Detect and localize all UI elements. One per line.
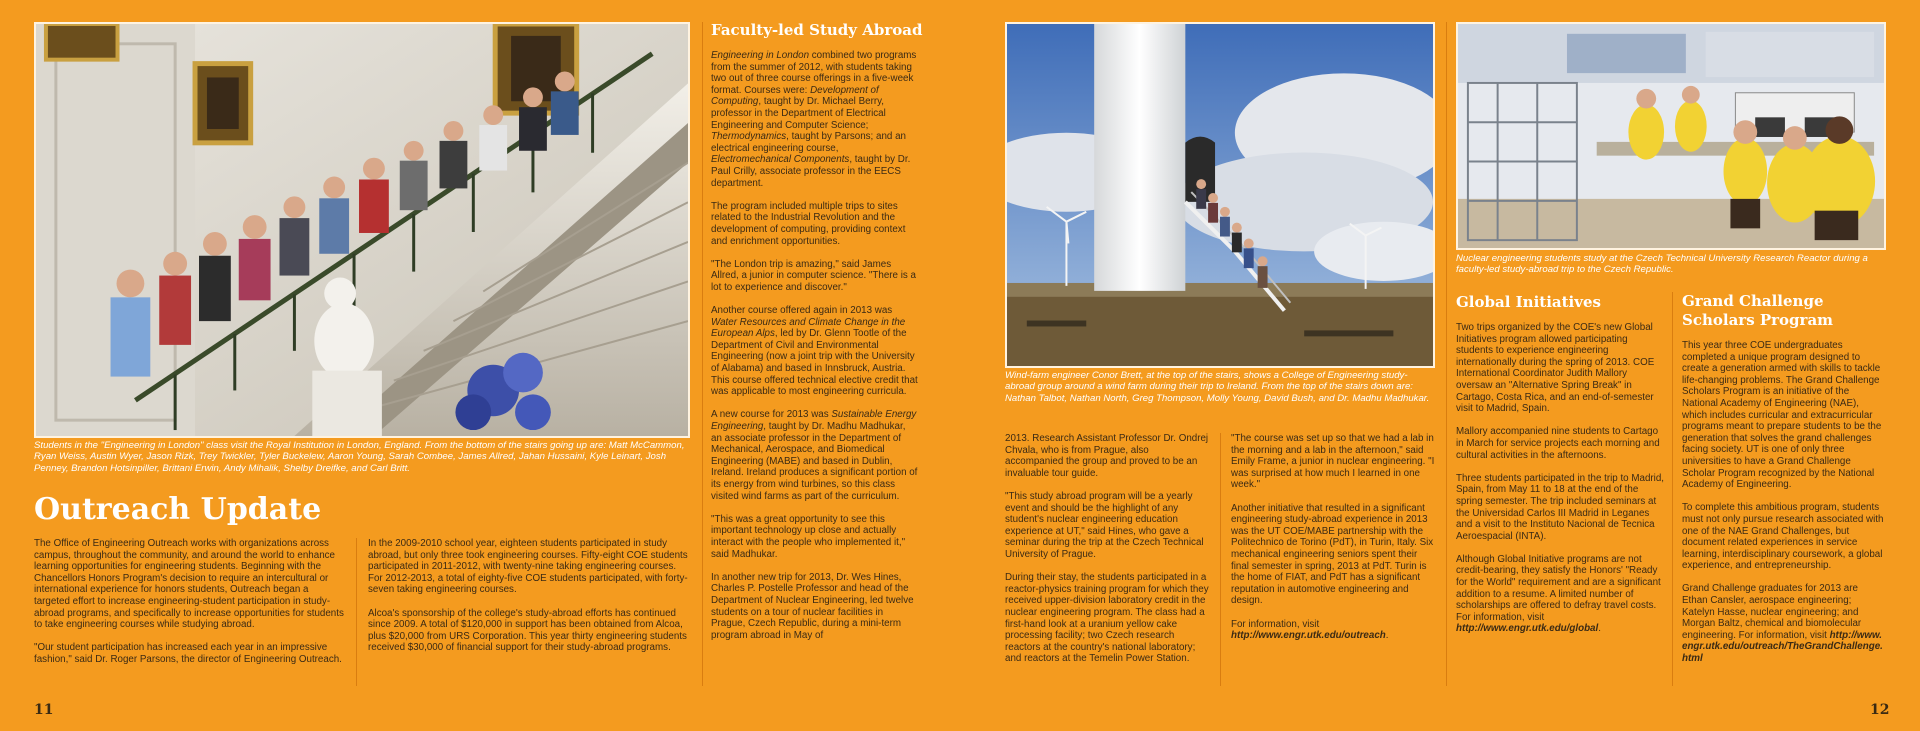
course-name: Electromechanical Components <box>711 154 850 166</box>
faculty-paragraph: A new course for 2013 was Sustainable Energy Engineering, taught by Dr. Madhu Madhukar, an associate professor in the Department of Mechanical, Aerospace, and Biomedical Engineering (MABE) and based in Dublin, Ireland. Ireland produces a significant portion of its energy from wind turbines, so this class visited wind farms as part of the curriculum. <box>711 409 918 502</box>
faculty-paragraph: In another new trip for 2013, Dr. Wes Hines, Charles P. Postelle Professor and head of the Department of Nuclear Engineering, led twelve students on a tour of nuclear facilities in Prague, Czech Republic, during a mini-term program abroad in May of <box>711 571 914 641</box>
grand-challenge-column <box>1682 340 1886 665</box>
grand-challenge-title: Grand Challenge Scholars Program <box>1682 292 1834 329</box>
outreach-column-1 <box>34 538 344 666</box>
body-paragraph: "This study abroad program will be a yearly event and should be the highlight of any student's nuclear engineering education experience at UT," said Hines, who gave a seminar during the trip at the Czech Technical University of Prague. <box>1005 490 1204 560</box>
faculty-paragraph: The program included multiple trips to sites related to the Industrial Revolution and the development of computing, providing context and enrichment opportunities. <box>711 200 906 247</box>
outreach-title: Outreach Update <box>34 492 322 527</box>
course-name: Thermodynamics <box>711 131 787 143</box>
body-paragraph: To complete this ambitious program, students must not only pursue research associated with one of the NAE Grand Challenges, but document related experiences in service learning, interdisciplinary coursework, a global experience, and entrepreneurship. <box>1682 502 1884 572</box>
outreach-paragraph: Alcoa's sponsorship of the college's study-abroad efforts has continued since 2009. A total of $120,000 in support has been obtained from Alcoa, plus $20,000 from URS Corporation. This year thirty engineering students received $30,000 of financial support for their study-abroad programs. <box>368 607 687 654</box>
global-initiatives-column <box>1456 322 1666 635</box>
outreach-paragraph: The Office of Engineering Outreach works with organizations across campus, throughout the community, and around the world to enhance learning opportunities for engineering students. Beginning with the Chancellors Honors Program's decision to require an intercultural or international experience for honors students, Outreach began a targeted effort to increase engineering-student participation in study-abroad programs, and specifically to increase opportunities for students to take engineering courses while studying abroad. <box>34 538 344 631</box>
staircase-photo-caption: Students in the "Engineering in London" class visit the Royal Institution in London, England. From the bottom of the stairs going up are: Matt McCammon, Ryan Weiss, Austin Wyer, Jason Rizk, Trey Twickler, Tyler Buckelew, Aaron Young, Sarah Combee, James Allred, Jahan Hussaini, Kyle Leinart, Josh Penney, Brandon Hotsinpiller, Brittani Erwin, Andy Mihalik, Shelby Dreifke, and Carl Britt. <box>34 440 685 474</box>
nuclear-lab-photo-caption: Nuclear engineering students study at the Czech Technical University Research Reactor during a faculty-led study-abroad trip to the Czech Republic. <box>1456 253 1868 276</box>
faculty-paragraph: "The London trip is amazing," said James Allred, a junior in computer science. "There is a lot to experience and discover." <box>711 258 916 293</box>
body-paragraph: 2013. Research Assistant Professor Dr. Ondrej Chvala, who is from Prague, also accompanied the group and proved to be an invaluable tour guide. <box>1005 433 1209 479</box>
body-paragraph: "The course was set up so that we had a lab in the morning and a lab in the afternoon," said Emily Frame, a junior in nuclear engineering. "I was surprised at how much I learned in one week." <box>1231 433 1435 491</box>
column-divider <box>356 538 357 686</box>
body-paragraph: Three students participated in the trip to Madrid, Spain, from May 11 to 18 at the end of the spring semester. The trip included seminars at the Universidad Carlos III Madrid in Leganes and a visit to the Instituto Nacional de Tecnica Aeroespacial (INTA). <box>1456 472 1665 542</box>
body-paragraph: Although Global Initiative programs are not credit-bearing, they satisfy the Honors' "Ready for the World" requirement and are a significant addition to a resume. A limited number of scholarships are offered to defray travel costs. For information, visit http://www.engr.utk.edu/global. <box>1456 553 1661 635</box>
outreach-paragraph: In the 2009-2010 school year, eighteen students participated in study abroad, but only three took engineering courses. Fifty-eight COE students participated in 2011-2012, with twenty-nine taking engineering courses. For 2012-2013, a total of eighty-five COE students participated, with forty-seven taking engineering courses. <box>368 538 688 596</box>
staircase-photo <box>34 22 690 438</box>
wind-farm-photo <box>1005 22 1435 368</box>
outreach-paragraph: "Our student participation has increased each year in an impressive fashion," said Dr. Roger Parsons, the director of Engineering Outreach. <box>34 642 342 665</box>
column-divider <box>702 22 703 686</box>
faculty-led-column <box>711 50 919 641</box>
nuclear-lab-photo <box>1456 22 1886 250</box>
outreach-link[interactable]: http://www.engr.utk.edu/outreach <box>1231 630 1386 642</box>
body-paragraph: Grand Challenge graduates for 2013 are Ethan Cansler, aerospace engineering; Katelyn Hasse, nuclear engineering; and Morgan Baltz, chemical and biomolecular engineering. For information, visit http://www.engr.utk.edu/outreach/TheGrandChallenge.html <box>1682 583 1883 665</box>
right-column-2 <box>1231 433 1435 642</box>
course-name: Development of Computing <box>711 84 879 108</box>
body-paragraph: During their stay, the students participated in a reactor-physics training program for which they received upper-division laboratory credit in the nuclear engineering program. The class had a first-hand look at a uranium yellow cake processing facility; two Czech research reactors at the country's national laboratory; and reactors at the Temelin Power Station. <box>1005 572 1209 665</box>
page-number-left: 11 <box>34 702 54 718</box>
body-paragraph: Another initiative that resulted in a significant engineering study-abroad experience in 2013 was the UT COE/MABE partnership with the Politechnico de Torino (PdT), in Turin, Italy. Six mechanical engineering seniors spent their final semester in spring, 2013 at PdT. Turin is the home of FIAT, and PdT has a significant reputation in automotive engineering and design. <box>1231 502 1434 607</box>
column-divider <box>1446 22 1447 686</box>
body-paragraph: This year three COE undergraduates completed a unique program designed to create a generation armed with skills to tackle life-changing problems. The Grand Challenge Scholars Program is an initiative of the National Academy of Engineering (NAE), which includes curricular and extracurricular programs meant to prepare students to be the generation that solves the grand challenges facing society. UT is one of only three universities to have a Grand Challenge Scholar Program recognized by the National Academy of Engineering. <box>1682 340 1882 491</box>
column-divider <box>1672 292 1673 686</box>
course-name: Engineering in London <box>711 50 810 61</box>
faculty-paragraph: "This was a great opportunity to see this important technology up close and actually interact with the people who implemented it," said Madhukar. <box>711 513 906 560</box>
outreach-info: For information, visit http://www.engr.utk.edu/outreach. <box>1231 618 1389 642</box>
body-paragraph: Two trips organized by the COE's new Global Initiatives program allowed participating students to experience engineering internationally during the spring of 2013. COE International Coordinator Judith Mallory oversaw an "Alternative Spring Break" in Cartago, Costa Rica, and an end-of-semester visit to Madrid, Spain. <box>1456 322 1655 415</box>
global-initiatives-title: Global Initiatives <box>1456 293 1601 311</box>
body-paragraph: Mallory accompanied nine students to Cartago in March for service projects each morning and cultural activities in the afternoons. <box>1456 426 1660 461</box>
wind-farm-photo-caption: Wind-farm engineer Conor Brett, at the top of the stairs, shows a College of Engineering study-abroad group around a wind farm during their trip to Ireland. From the top of the stairs down are: Nathan Talbot, Nathan North, Greg Thompson, Molly Young, David Bush, and Dr. Madhu Madhukar. <box>1005 370 1430 404</box>
course-name: Water Resources and Climate Change in the European Alps <box>711 316 906 340</box>
column-divider <box>1220 433 1221 686</box>
faculty-paragraph: Engineering in London combined two programs from the summer of 2012, with students taking two out of three course offerings in a five-week format. Courses were: Development of Computing, taught by Dr. Michael Berry, professor in the Department of Electrical Engineering and Computer Science; Thermodynamics, taught by Parsons; and an electrical engineering course, Electromechanical Components, taught by Dr. Paul Crilly, associate professor in the EECS department. <box>711 50 917 189</box>
global-link[interactable]: http://www.engr.utk.edu/global <box>1456 623 1599 635</box>
faculty-led-title: Faculty-led Study Abroad <box>711 21 923 39</box>
grand-challenge-link[interactable]: http://www.engr.utk.edu/outreach/TheGrandChallenge.html <box>1682 629 1883 665</box>
outreach-column-2 <box>368 538 690 654</box>
page-number-right: 12 <box>1870 702 1890 718</box>
faculty-paragraph: Another course offered again in 2013 was Water Resources and Climate Change in the European Alps, led by Dr. Glenn Tootle of the Department of Civil and Environmental Engineering (now a joint trip with the University of Alabama) and based in Innsbruck, Austria. This course offered technical elective credit that was applicable to most engineering curricula. <box>711 305 918 398</box>
course-name: Sustainable Energy Engineering <box>711 409 917 432</box>
right-column-1 <box>1005 433 1209 665</box>
